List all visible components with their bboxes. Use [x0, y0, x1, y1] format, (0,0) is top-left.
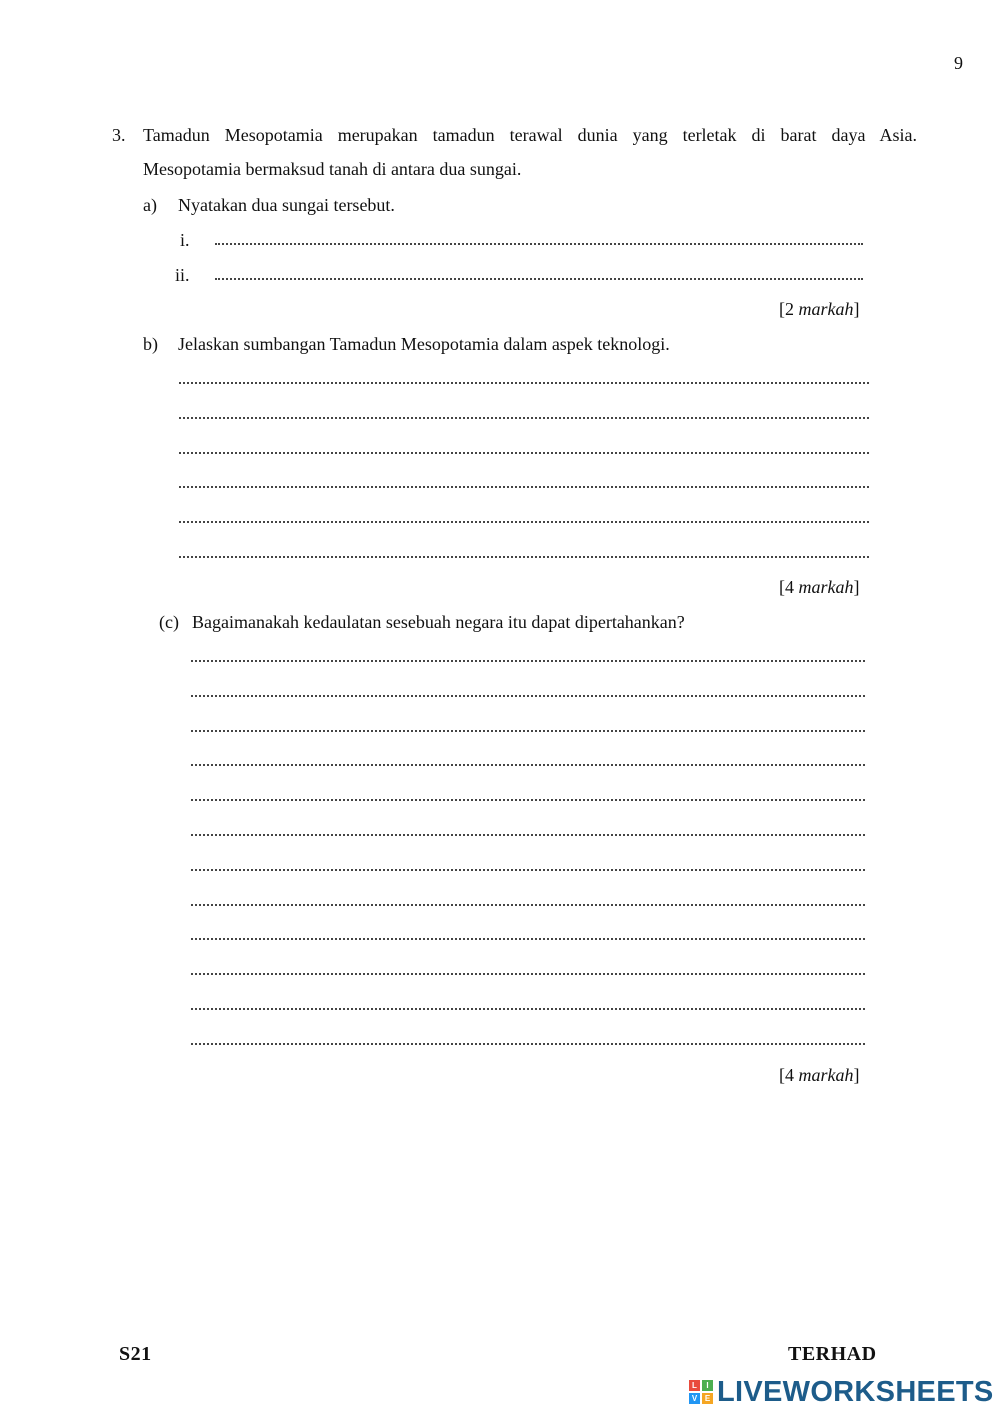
part-b-answer-line-5[interactable]: [179, 500, 869, 524]
part-b-label: b): [143, 334, 158, 354]
part-c-question: Bagaimanakah kedaulatan sesebuah negara itu dapat dipertahankan?: [192, 612, 685, 632]
part-c-answer-line-6[interactable]: [191, 813, 865, 837]
part-b-answer-line-3[interactable]: [179, 431, 869, 455]
question-number: 3.: [112, 125, 126, 145]
marks-word: markah: [798, 1065, 854, 1085]
part-b-answer-line-1[interactable]: [179, 361, 869, 385]
part-a-item-label: ii.: [175, 265, 190, 285]
marks-close: ]: [853, 577, 860, 597]
part-c-answer-line-2[interactable]: [191, 674, 865, 698]
logo-letter: I: [702, 1380, 713, 1391]
marks-word: markah: [798, 577, 854, 597]
part-c-answer-line-8[interactable]: [191, 883, 865, 907]
logo-letter: E: [702, 1393, 713, 1404]
part-a-question: Nyatakan dua sungai tersebut.: [178, 195, 395, 215]
part-c-answer-line-4[interactable]: [191, 743, 865, 767]
marks-open: [2: [779, 299, 799, 319]
brand-name: LIVEWORKSHEETS: [717, 1375, 994, 1408]
part-c-answer-line-12[interactable]: [191, 1022, 865, 1046]
part-a-answer-1[interactable]: [215, 222, 863, 246]
paper-code: S21: [119, 1343, 152, 1365]
part-c-answer-line-5[interactable]: [191, 778, 865, 802]
part-b-answer-line-6[interactable]: [179, 535, 869, 559]
part-c-answer-line-10[interactable]: [191, 952, 865, 976]
liveworksheets-icon: [689, 1380, 713, 1404]
part-c-marks: [779, 1064, 860, 1086]
marks-word: markah: [798, 299, 854, 319]
page-number: 9: [954, 53, 963, 73]
part-a-answer-2[interactable]: [215, 257, 863, 281]
logo-letter: V: [689, 1393, 700, 1404]
part-a-item-label: i.: [180, 230, 190, 250]
marks-open: [4: [779, 1065, 799, 1085]
part-a-marks: [779, 298, 860, 320]
part-c-label: (c): [159, 612, 179, 632]
question-intro-line1: Tamadun Mesopotamia merupakan tamadun terawal dunia yang terletak di barat daya Asia.: [143, 125, 917, 145]
part-c-answer-line-1[interactable]: [191, 639, 865, 663]
part-b-marks: [779, 576, 860, 598]
part-c-answer-line-3[interactable]: [191, 709, 865, 733]
marks-close: ]: [853, 299, 860, 319]
part-b-answer-line-4[interactable]: [179, 465, 869, 489]
question-intro-line2: Mesopotamia bermaksud tanah di antara dua sungai.: [143, 159, 522, 179]
part-b-question: Jelaskan sumbangan Tamadun Mesopotamia dalam aspek teknologi.: [178, 334, 670, 354]
part-c-answer-line-7[interactable]: [191, 848, 865, 872]
part-c-answer-line-9[interactable]: [191, 917, 865, 941]
part-b-answer-line-2[interactable]: [179, 396, 869, 420]
marks-close: ]: [853, 1065, 860, 1085]
part-c-answer-line-11[interactable]: [191, 987, 865, 1011]
classification-label: TERHAD: [788, 1343, 877, 1365]
logo-letter: L: [689, 1380, 700, 1391]
part-a-label: a): [143, 195, 157, 215]
liveworksheets-logo: [689, 1375, 994, 1409]
marks-open: [4: [779, 577, 799, 597]
